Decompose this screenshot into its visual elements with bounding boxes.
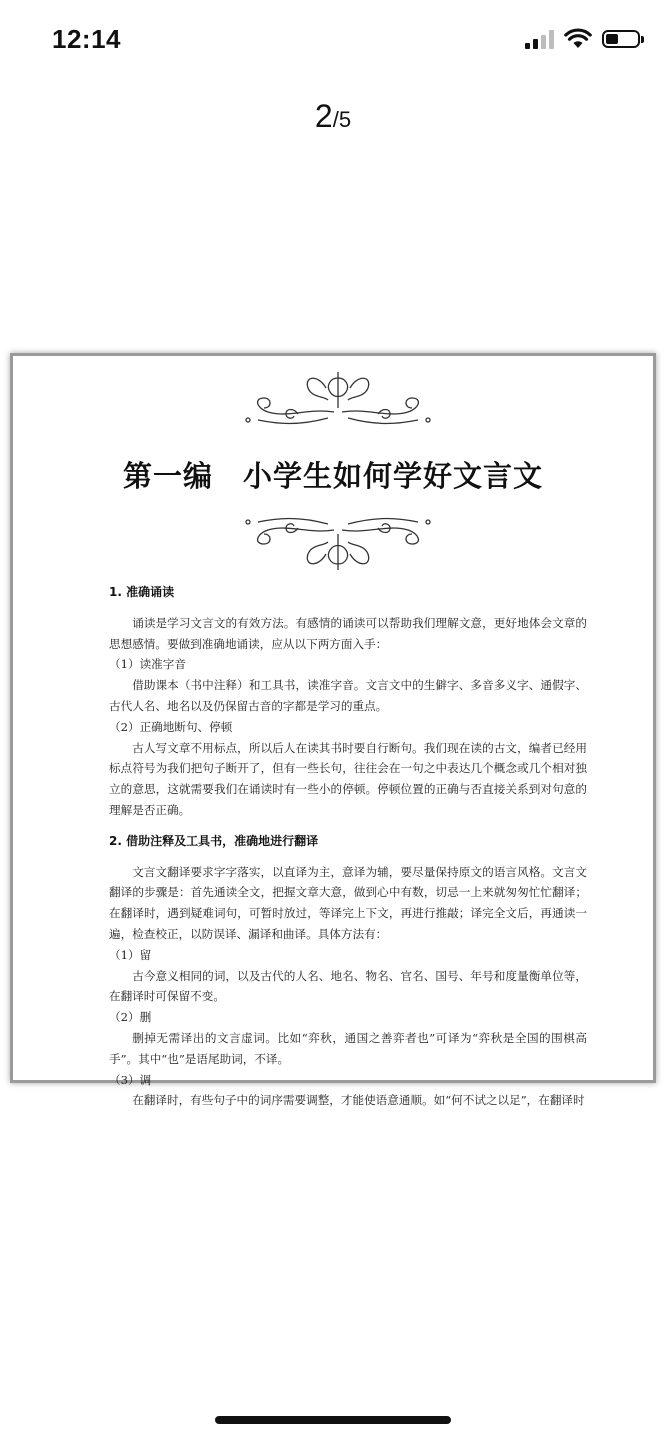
status-bar xyxy=(0,0,666,84)
section-heading: 2. 借助注释及工具书，准确地进行翻译 xyxy=(109,833,319,848)
home-indicator[interactable] xyxy=(215,1416,451,1424)
status-time: 12:14 xyxy=(52,24,121,54)
battery-icon xyxy=(602,30,640,48)
decorative-ornament-top-icon xyxy=(238,368,438,434)
cellular-signal-icon xyxy=(525,29,554,49)
status-icons xyxy=(525,28,640,50)
paragraph: 借助课本（书中注释）和工具书，读准字音。文言文中的生僻字、多音多义字、通假字、古代人名、地名以及仍保留古音的字都是学习的重点。 xyxy=(109,678,587,713)
subheading: （1）读准字音 xyxy=(109,657,186,672)
paragraph: 删掉无需译出的文言虚词。比如“弈秋，通国之善弈者也”可译为“弈秋是全国的围棋高手”。其中“也”是语尾助词，不译。 xyxy=(109,1030,587,1066)
subheading: （2）正确地断句、停顿 xyxy=(109,719,233,734)
page-counter xyxy=(0,98,666,135)
subheading: （3）调 xyxy=(109,1072,152,1087)
wifi-icon xyxy=(564,28,592,50)
paragraph: 在翻译时，有些句子中的词序需要调整，才能使语意通顺。如“何不试之以足”，在翻译时 xyxy=(132,1093,585,1108)
subheading: （2）删 xyxy=(109,1010,152,1025)
current-page-number: 2 xyxy=(314,98,333,134)
decorative-ornament-bottom-icon xyxy=(238,508,438,574)
total-pages: /5 xyxy=(332,107,352,132)
paragraph: 古人写文章不用标点，所以后人在读其书时要自行断句。我们现在读的古文，编者已经用标点符号为我们把句子断开了，但有一些长句，往往会在一句之中表达几个概念或几个相对独立的意思，这就需要我们在诵读时有一些小的停顿。停顿位置的正确与否直接关系到对句意的理解是否正确。 xyxy=(109,740,587,817)
paragraph: 古今意义相同的词，以及古代的人名、地名、物名、官名、国号、年号和度量衡单位等，在翻译时可保留不变。 xyxy=(109,968,587,1004)
subheading: （1）留 xyxy=(109,947,152,962)
paragraph: 文言文翻译要求字字落实，以直译为主，意译为辅，要尽量保持原文的语言风格。文言文翻译的步骤是：首先通读全文，把握文章大意，做到心中有数，切忌一上来就匆匆忙忙翻译；在翻译时，遇到疑难词句，可暂时放过，等译完上下文，再进行推敲；译完全文后，再通读一遍，检查校正，以防误译、漏译和曲译。具体方法有： xyxy=(109,864,587,941)
paragraph: 诵读是学习文言文的有效方法。有感情的诵读可以帮助我们理解文意，更好地体会文章的思想感情。要做到准确地诵读，应从以下两方面入手： xyxy=(109,615,587,651)
document-body xyxy=(109,578,587,1111)
section-heading: 1. 准确诵读 xyxy=(109,585,175,599)
document-page[interactable] xyxy=(10,353,656,1108)
document-title: 第一编 小学生如何学好文言文 xyxy=(122,459,543,493)
